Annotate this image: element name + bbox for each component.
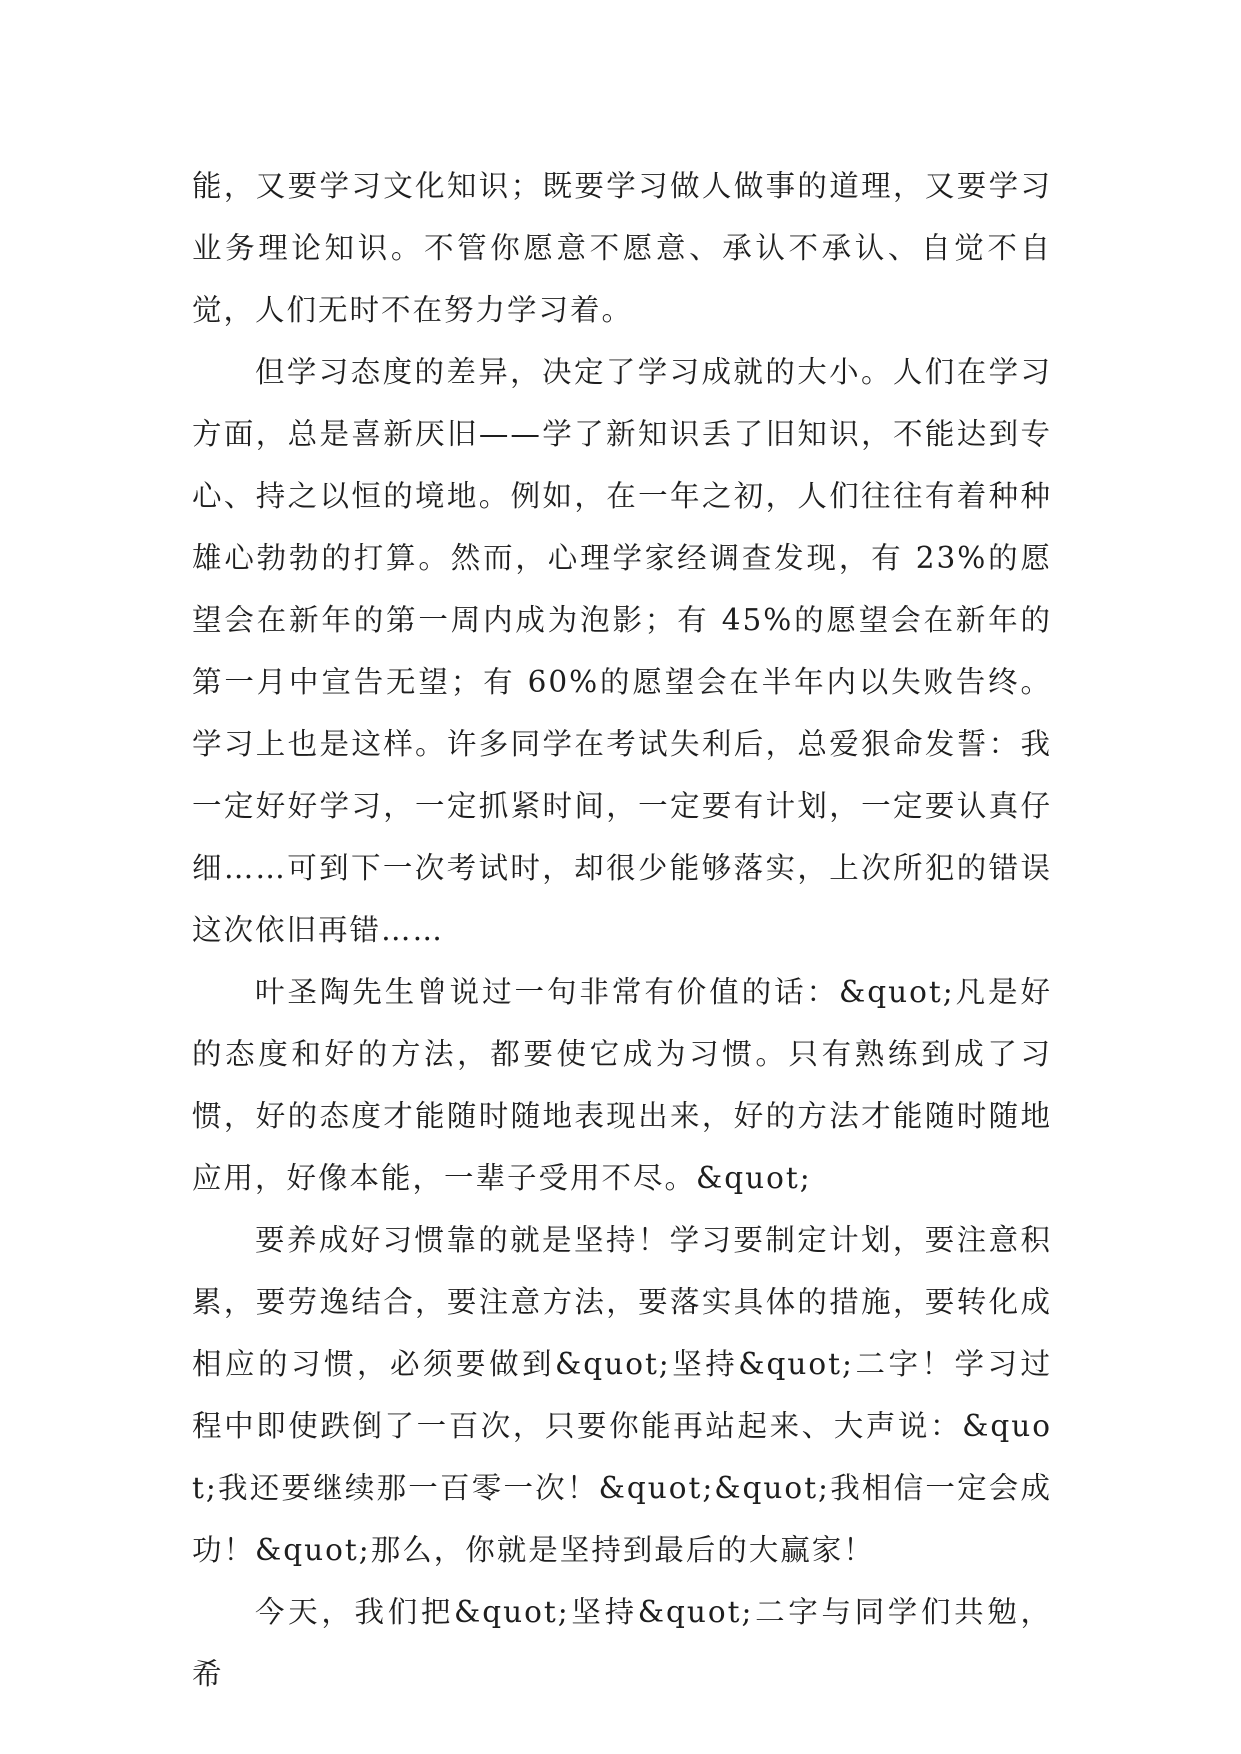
- paragraph-5: 今天，我们把&quot;坚持&quot;二字与同学们共勉，希: [192, 1595, 1052, 1691]
- paragraph-2: 但学习态度的差异，决定了学习成就的大小。人们在学习方面，总是喜新厌旧——学了新知识丢了旧知识，不能达到专心、持之以恒的境地。例如，在一年之初，人们往往有着种种雄心勃勃的打算。然而，心理学家经调查发现，有 23%的愿望会在新年的第一周内成为泡影；有 45%的愿望会在新年的第一月中宣告无望；有 60%的愿望会在半年内以失败告终。学习上也是这样。许多同学在考试失利后，总爱狠命发誓：我一定好好学习，一定抓紧时间，一定要有计划，一定要认真仔细……可到下一次考试时，却很少能够落实，上次所犯的错误这次依旧再错……: [192, 355, 1052, 947]
- paragraph-4: 要养成好习惯靠的就是坚持！学习要制定计划，要注意积累，要劳逸结合，要注意方法，要落实具体的措施，要转化成相应的习惯，必须要做到&quot;坚持&quot;二字！学习过程中即使跌倒了一百次，只要你能再站起来、大声说：&quot;我还要继续那一百零一次！&quot;&quot;我相信一定会成功！&quot;那么，你就是坚持到最后的大赢家！: [192, 1223, 1052, 1567]
- body-text: [192, 155, 1052, 1705]
- paragraph-3: 叶圣陶先生曾说过一句非常有价值的话：&quot;凡是好的态度和好的方法，都要使它成为习惯。只有熟练到成了习惯，好的态度才能随时随地表现出来，好的方法才能随时随地应用，好像本能，一辈子受用不尽。&quot;: [192, 975, 1052, 1195]
- paragraph-1: 能，又要学习文化知识；既要学习做人做事的道理，又要学习业务理论知识。不管你愿意不愿意、承认不承认、自觉不自觉，人们无时不在努力学习着。: [192, 169, 1052, 327]
